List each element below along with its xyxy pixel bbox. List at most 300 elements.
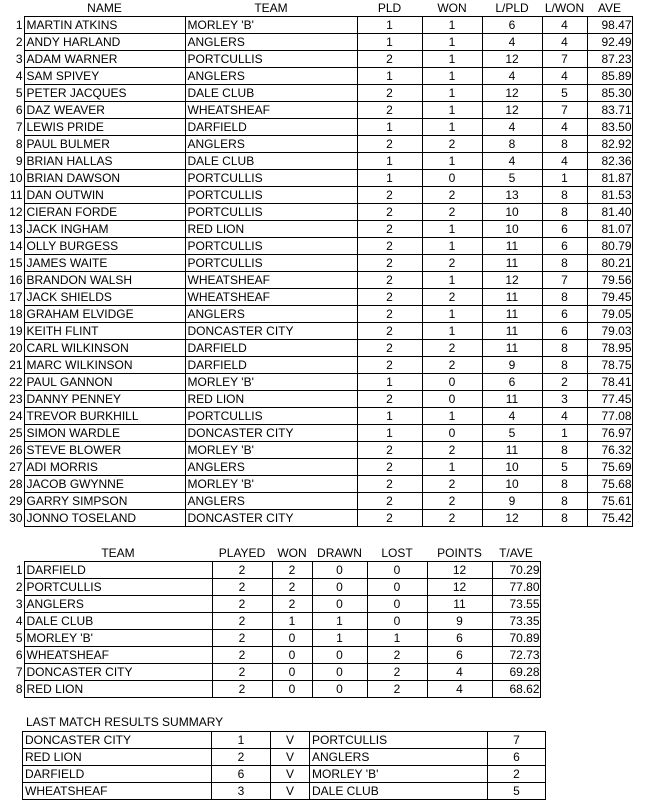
won: 2 (422, 442, 482, 459)
player-name: ADI MORRIS (24, 459, 185, 476)
table-row (0, 510, 632, 527)
legs-won: 7 (542, 272, 587, 289)
team-name: MORLEY 'B' (185, 476, 357, 493)
table-row (0, 630, 540, 647)
home-score: 3 (212, 783, 271, 800)
legs-won: 1 (542, 425, 587, 442)
won: 1 (422, 68, 482, 85)
away-team: PORTCULLIS (310, 732, 488, 749)
table-row (0, 204, 632, 221)
rank: 17 (9, 290, 23, 304)
played: 1 (357, 153, 422, 170)
table-row (0, 664, 540, 681)
away-score: 6 (488, 749, 546, 766)
legs-won: 8 (542, 357, 587, 374)
average: 87.23 (587, 51, 632, 68)
legs-played: 11 (482, 238, 542, 255)
played: 1 (357, 170, 422, 187)
team-name: ANGLERS (24, 596, 212, 613)
legs-won: 8 (542, 340, 587, 357)
team-name: PORTCULLIS (185, 170, 357, 187)
played: 2 (357, 442, 422, 459)
legs-played: 11 (482, 289, 542, 306)
team-average: 77.80 (492, 579, 540, 596)
rank: 18 (9, 307, 23, 321)
legs-played: 10 (482, 221, 542, 238)
header-legs-won: L/WON (544, 1, 585, 15)
team-name: ANGLERS (185, 493, 357, 510)
team-name: WHEATSHEAF (185, 102, 357, 119)
legs-won: 8 (542, 510, 587, 527)
legs-won: 4 (542, 153, 587, 170)
team-average: 69.28 (492, 664, 540, 681)
table-row (23, 766, 546, 783)
away-team: DALE CLUB (310, 783, 488, 800)
player-name: LEWIS PRIDE (24, 119, 185, 136)
played: 2 (357, 255, 422, 272)
legs-won: 7 (542, 102, 587, 119)
played: 2 (212, 630, 272, 647)
played: 1 (357, 68, 422, 85)
rank: 20 (9, 341, 23, 355)
table-row (0, 374, 632, 391)
legs-won: 4 (542, 119, 587, 136)
rank: 15 (9, 256, 23, 270)
played: 1 (357, 374, 422, 391)
legs-played: 11 (482, 340, 542, 357)
average: 77.08 (587, 408, 632, 425)
versus: V (271, 749, 310, 766)
home-team: DONCASTER CITY (23, 732, 212, 749)
legs-played: 12 (482, 510, 542, 527)
lost: 0 (367, 579, 427, 596)
player-name: PAUL GANNON (24, 374, 185, 391)
legs-played: 4 (482, 408, 542, 425)
position: 2 (15, 580, 23, 594)
player-name: PETER JACQUES (24, 85, 185, 102)
home-score: 6 (212, 766, 271, 783)
legs-played: 11 (482, 306, 542, 323)
played: 2 (357, 289, 422, 306)
legs-played: 10 (482, 459, 542, 476)
played: 2 (357, 459, 422, 476)
played: 2 (357, 391, 422, 408)
table-row (0, 102, 632, 119)
legs-won: 6 (542, 238, 587, 255)
header-won: WON (277, 546, 307, 560)
team-name: DARFIELD (185, 340, 357, 357)
team-name: DONCASTER CITY (185, 323, 357, 340)
played: 2 (357, 272, 422, 289)
points: 4 (427, 681, 492, 698)
legs-played: 5 (482, 425, 542, 442)
won: 0 (422, 425, 482, 442)
won: 1 (272, 613, 312, 630)
played: 2 (357, 238, 422, 255)
table-row (0, 596, 540, 613)
header-average: AVE (597, 1, 622, 15)
legs-won: 8 (542, 476, 587, 493)
drawn: 1 (312, 613, 367, 630)
average: 75.42 (587, 510, 632, 527)
legs-won: 2 (542, 374, 587, 391)
table-row (0, 340, 632, 357)
played: 2 (357, 493, 422, 510)
played: 2 (357, 221, 422, 238)
player-name: SAM SPIVEY (24, 68, 185, 85)
average: 80.21 (587, 255, 632, 272)
average: 75.69 (587, 459, 632, 476)
legs-played: 4 (482, 153, 542, 170)
player-name: TREVOR BURKHILL (24, 408, 185, 425)
header-legs-played: L/PLD (495, 1, 529, 15)
team-name: WHEATSHEAF (185, 289, 357, 306)
legs-played: 12 (482, 51, 542, 68)
legs-won: 4 (542, 17, 587, 34)
won: 1 (422, 238, 482, 255)
won: 2 (422, 340, 482, 357)
header-won: WON (437, 1, 467, 15)
away-score: 5 (488, 783, 546, 800)
legs-played: 4 (482, 119, 542, 136)
header-drawn: DRAWN (317, 546, 362, 560)
average: 81.87 (587, 170, 632, 187)
played: 2 (357, 187, 422, 204)
team-name: ANGLERS (185, 306, 357, 323)
won: 1 (422, 153, 482, 170)
rank: 27 (9, 460, 23, 474)
header-points: POINTS (437, 546, 482, 560)
rank: 14 (9, 239, 23, 253)
table-row (0, 119, 632, 136)
position: 5 (15, 631, 23, 645)
average: 79.03 (587, 323, 632, 340)
rank: 1 (15, 18, 23, 32)
average: 78.75 (587, 357, 632, 374)
legs-won: 4 (542, 68, 587, 85)
team-name: PORTCULLIS (185, 255, 357, 272)
team-name: ANGLERS (185, 34, 357, 51)
legs-played: 6 (482, 17, 542, 34)
header-name: NAME (87, 1, 122, 15)
player-name: CIERAN FORDE (24, 204, 185, 221)
won: 0 (422, 374, 482, 391)
won: 0 (272, 630, 312, 647)
legs-played: 13 (482, 187, 542, 204)
legs-played: 10 (482, 204, 542, 221)
legs-played: 5 (482, 170, 542, 187)
team-name: DARFIELD (24, 562, 212, 579)
drawn: 0 (312, 664, 367, 681)
legs-played: 9 (482, 357, 542, 374)
won: 2 (422, 476, 482, 493)
team-average: 70.89 (492, 630, 540, 647)
table-row (0, 85, 632, 102)
rank: 16 (9, 273, 23, 287)
table-row (0, 579, 540, 596)
table-row (0, 136, 632, 153)
played: 1 (357, 408, 422, 425)
average: 79.45 (587, 289, 632, 306)
table-row (0, 255, 632, 272)
legs-won: 8 (542, 255, 587, 272)
legs-won: 6 (542, 306, 587, 323)
points: 6 (427, 630, 492, 647)
legs-won: 8 (542, 136, 587, 153)
legs-won: 4 (542, 34, 587, 51)
team-name: DALE CLUB (185, 153, 357, 170)
average: 81.53 (587, 187, 632, 204)
drawn: 0 (312, 579, 367, 596)
played: 2 (357, 357, 422, 374)
won: 1 (422, 408, 482, 425)
results-summary-table (22, 731, 546, 800)
team-name: DALE CLUB (24, 613, 212, 630)
average: 77.45 (587, 391, 632, 408)
rank: 6 (15, 103, 23, 117)
home-score: 1 (212, 732, 271, 749)
table-row (0, 272, 632, 289)
average: 76.97 (587, 425, 632, 442)
player-name: BRANDON WALSH (24, 272, 185, 289)
average: 85.89 (587, 68, 632, 85)
average: 98.47 (587, 17, 632, 34)
player-name: JAMES WAITE (24, 255, 185, 272)
team-name: DONCASTER CITY (185, 510, 357, 527)
team-name: PORTCULLIS (185, 238, 357, 255)
legs-played: 4 (482, 34, 542, 51)
table-row (0, 289, 632, 306)
team-name: PORTCULLIS (185, 187, 357, 204)
table-row (0, 681, 540, 698)
table-row (0, 562, 540, 579)
points: 12 (427, 579, 492, 596)
points: 9 (427, 613, 492, 630)
league-table (0, 545, 541, 698)
position: 1 (15, 563, 23, 577)
team-name: MORLEY 'B' (185, 374, 357, 391)
legs-played: 11 (482, 391, 542, 408)
rank: 26 (9, 443, 23, 457)
versus: V (271, 732, 310, 749)
played: 2 (357, 85, 422, 102)
player-name: SIMON WARDLE (24, 425, 185, 442)
won: 1 (422, 34, 482, 51)
team-name: DARFIELD (185, 357, 357, 374)
team-name: RED LION (185, 221, 357, 238)
table-row (0, 238, 632, 255)
rank: 19 (9, 324, 23, 338)
header-played: PLAYED (218, 546, 266, 560)
won: 2 (422, 493, 482, 510)
player-name: STEVE BLOWER (24, 442, 185, 459)
team-name: DALE CLUB (185, 85, 357, 102)
rank: 9 (15, 154, 23, 168)
table-row (0, 476, 632, 493)
played: 2 (212, 681, 272, 698)
drawn: 0 (312, 681, 367, 698)
won: 2 (422, 204, 482, 221)
player-name: MARC WILKINSON (24, 357, 185, 374)
player-name: BRIAN HALLAS (24, 153, 185, 170)
team-name: MORLEY 'B' (24, 630, 212, 647)
team-average: 72.73 (492, 647, 540, 664)
played: 2 (357, 51, 422, 68)
won: 2 (272, 562, 312, 579)
average: 92.49 (587, 34, 632, 51)
team-name: PORTCULLIS (185, 408, 357, 425)
won: 0 (272, 647, 312, 664)
average: 79.05 (587, 306, 632, 323)
legs-won: 8 (542, 493, 587, 510)
average: 83.71 (587, 102, 632, 119)
drawn: 0 (312, 562, 367, 579)
won: 1 (422, 272, 482, 289)
table-row (0, 51, 632, 68)
won: 2 (272, 596, 312, 613)
legs-won: 8 (542, 204, 587, 221)
position: 4 (15, 614, 23, 628)
played: 2 (357, 340, 422, 357)
won: 2 (272, 579, 312, 596)
table-row (0, 442, 632, 459)
versus: V (271, 783, 310, 800)
won: 0 (272, 681, 312, 698)
rank: 28 (9, 477, 23, 491)
home-score: 2 (212, 749, 271, 766)
player-name: CARL WILKINSON (24, 340, 185, 357)
won: 2 (422, 510, 482, 527)
rank: 8 (15, 137, 23, 151)
rank: 12 (9, 205, 23, 219)
won: 0 (272, 664, 312, 681)
table-row (0, 221, 632, 238)
rank: 25 (9, 426, 23, 440)
lost: 0 (367, 562, 427, 579)
home-team: RED LION (23, 749, 212, 766)
played: 2 (357, 323, 422, 340)
rank: 11 (10, 188, 23, 202)
player-name: DANNY PENNEY (24, 391, 185, 408)
rank: 21 (9, 358, 23, 372)
team-average: 70.29 (492, 562, 540, 579)
player-name: GARRY SIMPSON (24, 493, 185, 510)
team-name: PORTCULLIS (24, 579, 212, 596)
results-summary-title: LAST MATCH RESULTS SUMMARY (26, 715, 224, 729)
table-row (0, 34, 632, 51)
player-name: OLLY BURGESS (24, 238, 185, 255)
average: 76.32 (587, 442, 632, 459)
team-name: ANGLERS (185, 459, 357, 476)
legs-played: 12 (482, 272, 542, 289)
table-row (0, 17, 632, 34)
rank: 13 (9, 222, 23, 236)
rank: 23 (9, 392, 23, 406)
table-row (0, 391, 632, 408)
header-team-average: T/AVE (499, 546, 533, 560)
legs-won: 5 (542, 85, 587, 102)
points: 6 (427, 647, 492, 664)
won: 1 (422, 459, 482, 476)
average: 85.30 (587, 85, 632, 102)
rank: 7 (15, 120, 23, 134)
player-name: ADAM WARNER (24, 51, 185, 68)
away-team: MORLEY 'B' (310, 766, 488, 783)
team-name: RED LION (24, 681, 212, 698)
table-row (23, 749, 546, 766)
team-name: ANGLERS (185, 136, 357, 153)
team-name: DONCASTER CITY (24, 664, 212, 681)
team-name: MORLEY 'B' (185, 442, 357, 459)
won: 2 (422, 255, 482, 272)
legs-played: 9 (482, 493, 542, 510)
played: 2 (357, 204, 422, 221)
legs-won: 6 (542, 221, 587, 238)
won: 1 (422, 119, 482, 136)
average: 78.41 (587, 374, 632, 391)
rank: 29 (9, 494, 23, 508)
table-row (0, 493, 632, 510)
average: 80.79 (587, 238, 632, 255)
header-lost: LOST (381, 546, 413, 560)
won: 2 (422, 357, 482, 374)
table-row (23, 783, 546, 800)
header-team: TEAM (101, 546, 135, 560)
away-score: 2 (488, 766, 546, 783)
team-name: PORTCULLIS (185, 204, 357, 221)
lost: 2 (367, 647, 427, 664)
won: 1 (422, 221, 482, 238)
table-row (0, 425, 632, 442)
team-average: 73.55 (492, 596, 540, 613)
lost: 1 (367, 630, 427, 647)
points: 12 (427, 562, 492, 579)
rank: 10 (9, 171, 23, 185)
played: 1 (357, 119, 422, 136)
table-row (0, 153, 632, 170)
team-name: MORLEY 'B' (185, 17, 357, 34)
won: 2 (422, 187, 482, 204)
won: 2 (422, 136, 482, 153)
player-table-header (0, 0, 632, 17)
won: 1 (422, 323, 482, 340)
won: 0 (422, 391, 482, 408)
header-team: TEAM (254, 1, 288, 15)
team-name: WHEATSHEAF (185, 272, 357, 289)
team-average: 68.62 (492, 681, 540, 698)
played: 2 (212, 647, 272, 664)
legs-won: 7 (542, 51, 587, 68)
rank: 30 (9, 511, 23, 525)
rank: 24 (9, 409, 23, 423)
points: 11 (427, 596, 492, 613)
average: 82.36 (587, 153, 632, 170)
won: 1 (422, 51, 482, 68)
played: 2 (212, 664, 272, 681)
player-name: DAN OUTWIN (24, 187, 185, 204)
average: 79.56 (587, 272, 632, 289)
rank: 5 (15, 86, 23, 100)
team-name: PORTCULLIS (185, 51, 357, 68)
legs-played: 10 (482, 476, 542, 493)
position: 3 (15, 597, 23, 611)
player-name: ANDY HARLAND (24, 34, 185, 51)
average: 78.95 (587, 340, 632, 357)
legs-won: 4 (542, 408, 587, 425)
won: 1 (422, 85, 482, 102)
table-row (0, 357, 632, 374)
points: 4 (427, 664, 492, 681)
